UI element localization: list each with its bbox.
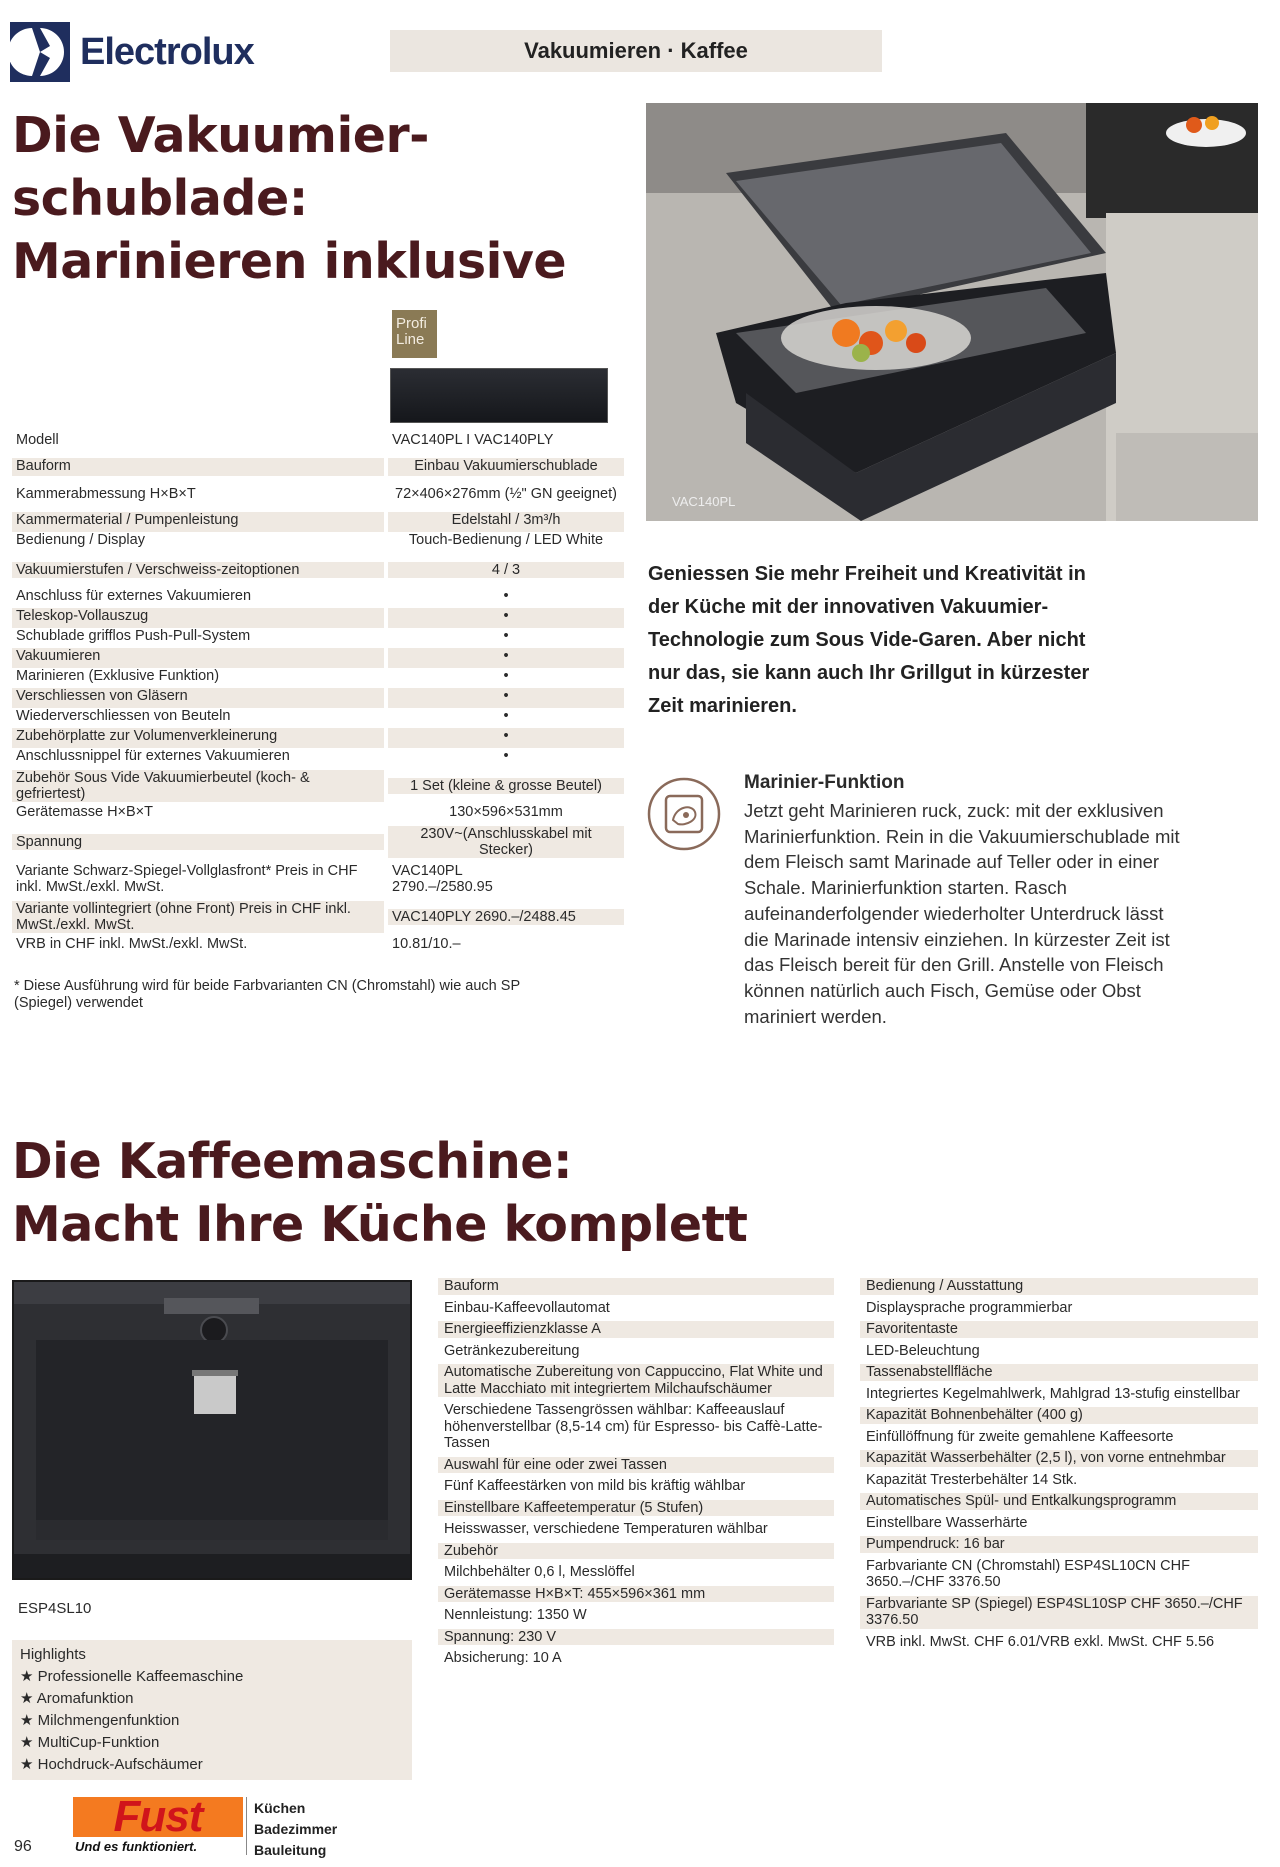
spec-value: Edelstahl / 3m³/h [388,512,624,532]
spec-row: Heisswasser, verschiedene Temperaturen wählbar [444,1521,768,1537]
spec-label: Schublade grifflos Push-Pull-System [16,628,251,644]
vacuum-title-line: Marinieren inklusive [12,233,567,290]
spec-row: Milchbehälter 0,6 l, Messlöffel [444,1564,635,1580]
spec-label: Variante vollintegriert (ohne Front) Preis in CHF inkl. MwSt./exkl. MwSt. [12,901,384,933]
page-number: 96 [14,1838,32,1855]
spec-label: Anschlussnippel für externes Vakuumieren [16,748,290,764]
highlight-item: ★ MultiCup-Funktion [20,1734,160,1751]
coffee-title-line: Die Kaffeemaschine: [12,1133,573,1190]
spec-label: Zubehörplatte zur Volumenverkleinerung [12,728,384,748]
highlight-text: Milchmengenfunktion [37,1712,180,1729]
spec-label: Vakuumierstufen / Verschweiss-zeitoptionen [12,562,384,578]
vacuum-intro: Geniessen Sie mehr Freiheit und Kreativität in der Küche mit der innovativen Vakuumier-Technologie zum Sous Vide-Garen. Aber nicht nur das, sie kann auch Ihr Grillgut in kürzester Zeit marinieren. [648,563,1090,717]
footer-link: Küchen [254,1800,306,1816]
spec-row: Nennleistung: 1350 W [444,1607,587,1623]
spec-label: VRB in CHF inkl. MwSt./exkl. MwSt. [16,936,248,952]
spec-row: Automatisches Spül- und Entkalkungsprogramm [860,1493,1258,1510]
spec-row: Verschiedene Tassengrössen wählbar: Kaffeeauslauf höhenverstellbar (8,5-14 cm) für Espresso- bis Caffè-Latte-Tassen [444,1402,823,1451]
highlight-text: Hochdruck-Aufschäumer [37,1756,203,1773]
badge-line: Line [396,331,425,348]
spec-row: Bedienung / Ausstattung [860,1278,1258,1295]
vacuum-spec-table [12,432,624,956]
spec-value: • [388,608,624,628]
spec-label: Teleskop-Vollauszug [12,608,384,628]
spec-row: Einstellbare Kaffeetemperatur (5 Stufen) [438,1500,834,1517]
spec-label: Spannung [12,834,384,850]
spec-row: Farbvariante CN (Chromstahl) ESP4SL10CN CHF 3650.–/CHF 3376.50 [866,1557,1190,1590]
spec-row: Kapazität Tresterbehälter 14 Stk. [866,1471,1078,1488]
spec-value: Touch-Bedienung / LED White [408,532,604,548]
spec-label: Modell [16,432,59,448]
spec-value: • [503,588,509,604]
coffee-machine-photo [12,1280,412,1580]
spec-label: Bauform [12,458,384,476]
product-front-swatch [390,368,608,423]
spec-value: • [388,688,624,708]
spec-value: 4 / 3 [388,562,624,578]
spec-label: Kammerabmessung H×B×T [16,486,196,502]
spec-row: Favoritentaste [860,1321,1258,1338]
spec-value: Einbau Vakuumierschublade [388,458,624,476]
highlight-item: ★ Milchmengenfunktion [20,1712,180,1729]
spec-row: Absicherung: 10 A [444,1650,562,1666]
highlight-item: ★ Hochdruck-Aufschäumer [20,1756,203,1773]
spec-value: VAC140PL 2790.–/2580.95 [392,863,493,895]
photo-caption: VAC140PL [672,494,736,509]
spec-value: • [503,748,509,764]
feature-text: Jetzt geht Marinieren ruck, zuck: mit der exklusiven Marinierfunktion. Rein in die Vakuumierschublade mit dem Fleisch samt Marinade auf Teller oder in einer Schale. Marinierfunktion starten. Rasch aufeinanderfolgender wiederholter Unterdruck lässt die Marinade intensiv einziehen. In kürzester Zeit ist das Fleisch bereit für den Grill. Anstelle von Fleisch können natürlich auch Fisch, Gemüse oder Obst mariniert werden. [744,800,1180,1027]
footer-links [254,1798,337,1861]
spec-value: 72×406×276mm (½" GN geeignet) [395,486,617,502]
spec-value: • [503,708,509,724]
spec-value: • [388,648,624,668]
fust-wordmark: Fust [73,1797,243,1837]
spec-row: Displaysprache programmierbar [866,1299,1073,1316]
footnote: * Diese Ausführung wird für beide Farbvarianten CN (Chromstahl) wie auch SP (Spiegel) verwendet [14,978,520,1011]
spec-label: Wiederverschliessen von Beuteln [16,708,231,724]
spec-row: Getränkezubereitung [444,1342,580,1359]
spec-label: Zubehör Sous Vide Vakuumierbeutel (koch- & gefriertest) [12,770,384,802]
highlights-box [12,1640,412,1780]
coffee-spec-column-2 [860,1278,1258,1650]
footer-link: Badezimmer [254,1821,338,1837]
spec-row: Zubehör [438,1543,834,1560]
highlight-text: MultiCup-Funktion [37,1734,160,1751]
spec-row: Automatische Zubereitung von Cappuccino, Flat White und Latte Macchiato mit integriertem Milchaufschäumer [438,1364,834,1397]
coffee-title [12,1130,747,1256]
spec-value: 230V~(Anschlusskabel mit Stecker) [388,826,624,858]
spec-row: VRB inkl. MwSt. CHF 6.01/VRB exkl. MwSt. CHF 5.56 [866,1633,1215,1650]
coffee-title-line: Macht Ihre Küche komplett [12,1196,748,1253]
section-label: Vakuumieren · Kaffee [390,30,882,72]
spec-value: 1 Set (kleine & grosse Beutel) [388,778,624,794]
spec-value: 10.81/10.– [392,936,461,952]
feature-title: Marinier-Funktion [744,772,905,793]
coffee-spec-column-1 [438,1278,834,1667]
spec-label: Marinieren (Exklusive Funktion) [16,668,220,684]
profi-line-badge [392,310,437,358]
highlight-item: ★ Aromafunktion [20,1690,134,1707]
spec-row: Auswahl für eine oder zwei Tassen [438,1457,834,1474]
vacuum-title-line: Die Vakuumier- [12,107,430,164]
vacuum-title [12,104,566,293]
spec-row: Fünf Kaffeestärken von mild bis kräftig wählbar [444,1478,746,1494]
footer-link: Bauleitung [254,1842,327,1858]
highlight-item: ★ Professionelle Kaffeemaschine [20,1668,244,1685]
spec-label: Verschliessen von Gläsern [12,688,384,708]
spec-value: VAC140PLY 2690.–/2488.45 [388,909,624,925]
spec-value: • [388,728,624,748]
marinade-icon [646,776,722,852]
vacuum-drawer-photo [646,103,1258,521]
spec-row: Kapazität Bohnenbehälter (400 g) [860,1407,1258,1424]
spec-row: Spannung: 230 V [438,1629,834,1646]
spec-label: Kammermaterial / Pumpenleistung [12,512,384,532]
spec-label: Bedienung / Display [16,532,145,548]
electrolux-logo-icon [10,22,70,82]
spec-row: Kapazität Wasserbehälter (2,5 l), von vorne entnehmbar [860,1450,1258,1467]
spec-label: Variante Schwarz-Spiegel-Vollglasfront* Preis in CHF inkl. MwSt./exkl. MwSt. [16,863,358,895]
spec-row: Pumpendruck: 16 bar [860,1536,1258,1553]
spec-row: Tassenabstellfläche [860,1364,1258,1381]
spec-value: • [503,628,509,644]
fust-tagline: Und es funktioniert. [75,1839,198,1854]
spec-row: Gerätemasse H×B×T: 455×596×361 mm [438,1586,834,1603]
highlight-text: Aromafunktion [36,1690,134,1707]
spec-row: Bauform [438,1278,834,1295]
footer-divider [246,1797,247,1855]
spec-value: • [503,668,509,684]
spec-row: Einstellbare Wasserhärte [866,1514,1028,1531]
spec-label: Gerätemasse H×B×T [16,804,153,820]
brand-name: Electrolux [80,30,254,73]
spec-row: Integriertes Kegelmahlwerk, Mahlgrad 13-stufig einstellbar [866,1385,1240,1402]
coffee-model: ESP4SL10 [18,1600,92,1617]
spec-value: 130×596×531mm [449,804,563,820]
spec-row: Farbvariante SP (Spiegel) ESP4SL10SP CHF 3650.–/CHF 3376.50 [860,1596,1258,1629]
spec-row: Energieeffizienzklasse A [438,1321,834,1338]
spec-label: Vakuumieren [12,648,384,668]
spec-row: Einbau-Kaffeevollautomat [444,1299,610,1316]
spec-label: Anschluss für externes Vakuumieren [16,588,252,604]
fust-logo [73,1792,243,1855]
spec-value: VAC140PL I VAC140PLY [392,432,554,448]
spec-row: Einfüllöffnung für zweite gemahlene Kaffeesorte [866,1428,1174,1445]
electrolux-logo [10,22,254,82]
spec-row: LED-Beleuchtung [866,1342,980,1359]
highlights-title: Highlights [20,1646,86,1663]
vacuum-title-line: schublade: [12,170,308,227]
highlight-text: Professionelle Kaffeemaschine [37,1668,244,1685]
badge-line: Profi [396,315,427,332]
